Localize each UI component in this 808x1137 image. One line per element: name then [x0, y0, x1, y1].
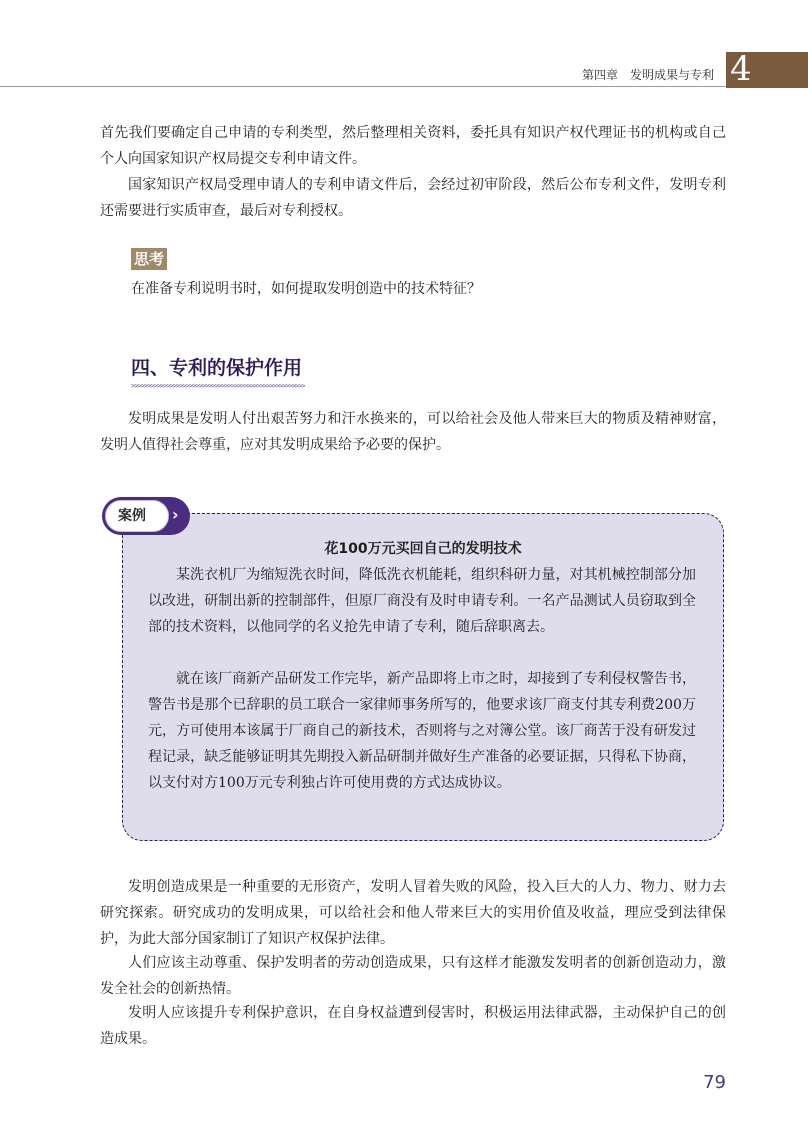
chapter-number: 4: [730, 49, 752, 89]
case-badge-label: 案例: [118, 508, 146, 524]
chevron-right-icon: ›: [172, 505, 179, 524]
header-rule: [0, 86, 726, 87]
page-number: 79: [703, 1072, 726, 1093]
intro-paragraph-1: 首先我们要确定自己申请的专利类型，然后整理相关资料，委托具有知识产权代理证书的机构或自己个人向国家知识产权局提交专利申请文件。: [100, 125, 726, 167]
case-title: 花100万元买回自己的发明技术: [324, 541, 522, 557]
closing-paragraph-3: 发明人应该提升专利保护意识，在自身权益遭到侵害时，积极运用法律武器，主动保护自己的创造成果。: [100, 1005, 726, 1047]
section-title-underline: >>>>>>>>>>>>>>>>>>>>>>>>>>>>>>>>>>>>>>>>>>>>>>>>>>>>>>: [131, 383, 305, 389]
section-paragraph-1: 发明成果是发明人付出艰苦努力和汗水换来的，可以给社会及他人带来巨大的物质及精神财富，发明人值得社会尊重，应对其发明成果给予必要的保护。: [100, 411, 726, 453]
think-question: 在准备专利说明书时，如何提取发明创造中的技术特征？: [131, 281, 481, 297]
case-paragraph-2: 就在该厂商新产品研发工作完毕，新产品即将上市之时，却接到了专利侵权警告书，警告书是那个已辞职的员工联合一家律师事务所写的，他要求该厂商支付其专利费200万元，方可使用本该属于厂商自己的新技术，否则将与之对簿公堂。该厂商苦于没有研发过程记录，缺乏能够证明其先期投入新品研制并做好生产准备的必要证据，只得私下协商，以支付对方100万元专利独占许可使用费的方式达成协议。: [148, 671, 696, 791]
chapter-title: 第四章 发明成果与专利: [581, 68, 714, 82]
closing-paragraph-2: 人们应该主动尊重、保护发明者的劳动创造成果，只有这样才能激发发明者的创新创造动力，激发全社会的创新热情。: [100, 955, 726, 997]
section-title: 四、专利的保护作用: [131, 357, 303, 379]
intro-paragraph-2: 国家知识产权局受理申请人的专利申请文件后，会经过初审阶段，然后公布专利文件，发明专利还需要进行实质审查，最后对专利授权。: [100, 177, 726, 219]
think-label: 思考: [131, 248, 167, 270]
case-paragraph-1: 某洗衣机厂为缩短洗衣时间，降低洗衣机能耗，组织科研力量，对其机械控制部分加以改进，研制出新的控制部件，但原厂商没有及时申请专利。一名产品测试人员窃取到全部的技术资料，以他同学的名义抢先申请了专利，随后辞职离去。: [148, 567, 696, 635]
closing-paragraph-1: 发明创造成果是一种重要的无形资产，发明人冒着失败的风险，投入巨大的人力、物力、财力去研究探索。研究成功的发明成果，可以给社会和他人带来巨大的实用价值及收益，理应受到法律保护，为此大部分国家制订了知识产权保护法律。: [100, 879, 726, 947]
